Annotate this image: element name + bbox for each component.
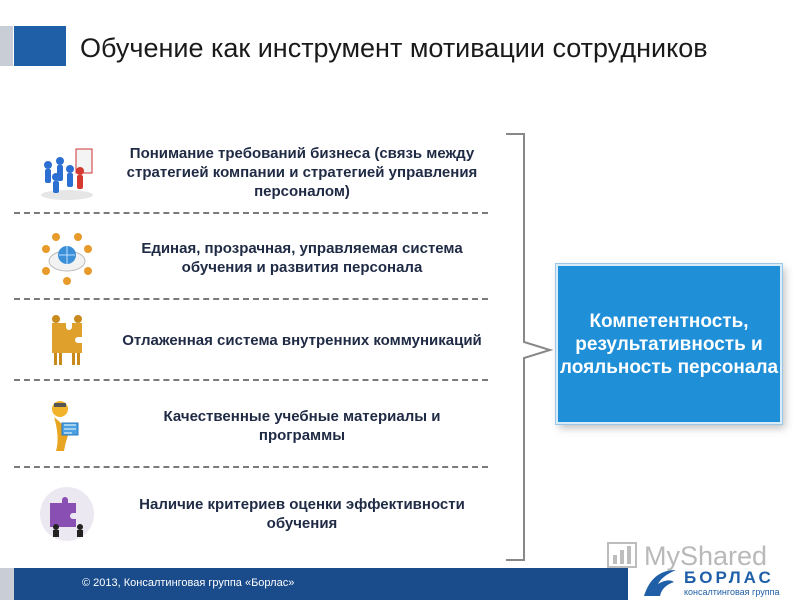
divider <box>14 466 488 468</box>
logo <box>640 566 796 600</box>
result-box: Компетентность, результативность и лояльность персонала <box>556 264 782 424</box>
divider <box>14 379 488 381</box>
item-text: Понимание требований бизнеса (связь между стратегией компании и стратегией управления персоналом) <box>126 144 478 200</box>
page-title: Обучение как инструмент мотивации сотрудников <box>80 33 708 63</box>
list-item <box>30 474 490 554</box>
list-item <box>30 218 490 298</box>
list-item <box>30 132 490 212</box>
team-presentation-icon <box>36 141 98 203</box>
reading-figure-icon <box>36 395 98 457</box>
logo-name: БОРЛАС <box>684 568 774 587</box>
title-accent-blue <box>14 26 66 66</box>
borlas-logo-icon <box>640 566 680 600</box>
puzzle-figures-icon <box>36 309 98 371</box>
item-text: Качественные учебные материалы и программы <box>163 408 441 444</box>
puzzle-sphere-icon <box>36 483 98 545</box>
chart-icon <box>606 541 640 571</box>
title-accent-gray <box>0 26 13 66</box>
list-item <box>30 300 490 380</box>
footer-accent <box>0 568 14 600</box>
divider <box>14 212 488 214</box>
round-table-globe-icon <box>36 227 98 289</box>
bracket <box>504 132 554 562</box>
item-text: Наличие критериев оценки эффективности обучения <box>139 496 465 532</box>
item-text: Единая, прозрачная, управляемая система обучения и развития персонала <box>141 240 463 276</box>
logo-subtitle: консалтинговая группа <box>684 587 780 597</box>
item-text: Отлаженная система внутренних коммуникаций <box>122 331 482 349</box>
footer-copyright: © 2013, Консалтинговая группа «Борлас» <box>82 577 295 589</box>
list-item <box>30 386 490 466</box>
watermark-text: MyShared <box>644 540 768 571</box>
